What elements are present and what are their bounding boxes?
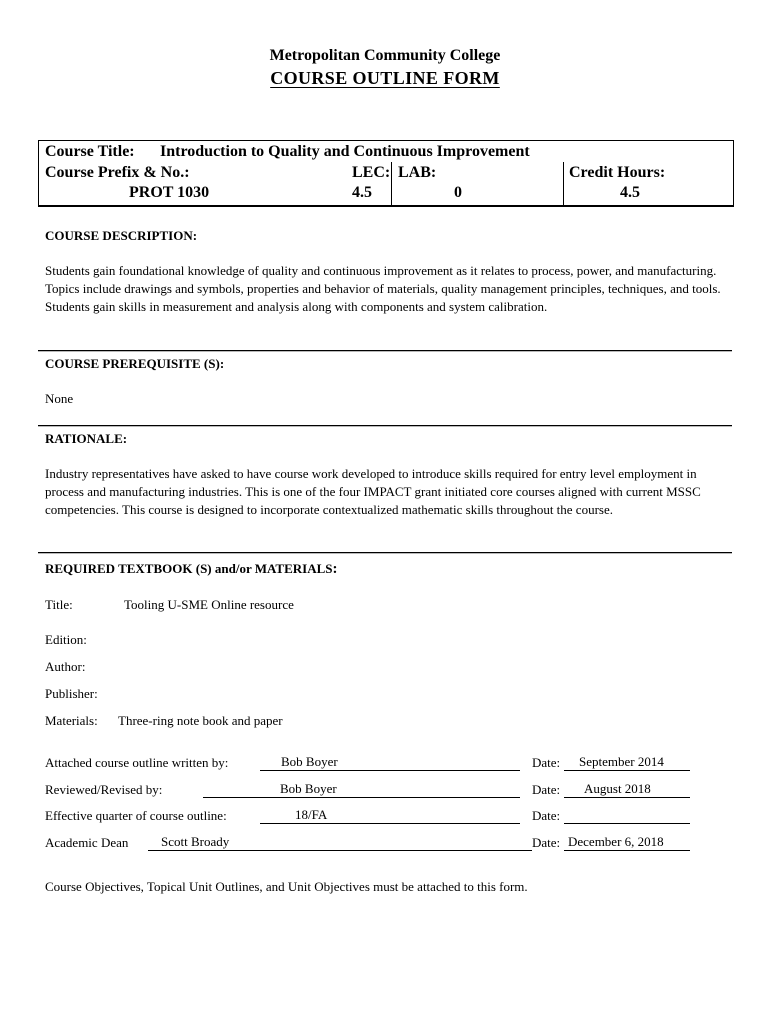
author-label: Author: bbox=[45, 659, 86, 674]
dean-date-label: Date: bbox=[532, 835, 561, 850]
written-by-value: Bob Boyer bbox=[281, 754, 338, 769]
rationale-heading: RATIONALE: bbox=[45, 431, 128, 446]
academic-dean-label: Academic Dean bbox=[45, 835, 129, 850]
reviewed-by-value: Bob Boyer bbox=[280, 781, 337, 796]
lec-label: LEC: bbox=[352, 164, 391, 181]
reviewed-date-label: Date: bbox=[532, 782, 561, 797]
materials-heading-colon: : bbox=[332, 561, 338, 577]
materials-heading-text: REQUIRED TEXTBOOK (S) and/or MATERIALS bbox=[45, 561, 333, 576]
written-by-label: Attached course outline written by: bbox=[45, 755, 229, 770]
written-date-value: September 2014 bbox=[579, 754, 664, 769]
rationale-text: Industry representatives have asked to have course work developed to introduce skills required for entry level employment in process and manufacturing industries. This is one of the four IMPACT grant initiated core courses aligned with current MSSC competencies. This course is designed to incorporate contextualized mathematic skills throughout the course. bbox=[45, 466, 701, 517]
written-date-label: Date: bbox=[532, 755, 561, 770]
written-date-field bbox=[564, 754, 690, 771]
credit-hours-value: 4.5 bbox=[620, 184, 640, 201]
credit-divider bbox=[563, 162, 564, 205]
effective-quarter-label: Effective quarter of course outline: bbox=[45, 808, 227, 823]
effective-date-field bbox=[564, 807, 690, 824]
form-title bbox=[0, 68, 770, 89]
credit-hours-label: Credit Hours: bbox=[569, 164, 666, 181]
course-prefix-label: Course Prefix & No.: bbox=[45, 164, 190, 181]
dean-date-value: December 6, 2018 bbox=[568, 834, 664, 849]
effective-date-label: Date: bbox=[532, 808, 561, 823]
edition-label: Edition: bbox=[45, 632, 87, 647]
textbook-title-label: Title: bbox=[45, 597, 73, 612]
section-divider bbox=[38, 350, 732, 352]
section-divider bbox=[38, 552, 732, 554]
effective-quarter-value: 18/FA bbox=[295, 807, 328, 822]
course-description-text: Students gain foundational knowledge of quality and continuous improvement as it relates to process, power, and manufacturing. Topics include drawings and symbols, properties and behavior of materials, quality management principles, techniques, and tools. Students gain skills in measurement and analysis along with components and system calibration. bbox=[45, 263, 721, 314]
academic-dean-value: Scott Broady bbox=[161, 834, 230, 849]
course-title-value: Introduction to Quality and Continuous Improvement bbox=[160, 143, 530, 160]
prerequisite-heading: COURSE PREREQUISITE (S): bbox=[45, 356, 225, 371]
written-by-field bbox=[260, 754, 520, 771]
materials-label: Materials: bbox=[45, 713, 98, 728]
form-title-text: COURSE OUTLINE FORM bbox=[270, 68, 500, 88]
textbook-title-value: Tooling U-SME Online resource bbox=[124, 597, 294, 612]
lab-value: 0 bbox=[454, 184, 462, 201]
lec-value: 4.5 bbox=[352, 184, 372, 201]
effective-quarter-field bbox=[260, 807, 520, 824]
lab-label: LAB: bbox=[398, 164, 437, 181]
academic-dean-field bbox=[148, 834, 532, 851]
dean-date-field bbox=[564, 834, 690, 851]
prerequisite-text: None bbox=[45, 391, 74, 406]
reviewed-date-value: August 2018 bbox=[584, 781, 651, 796]
course-title-label: Course Title: bbox=[45, 143, 135, 160]
college-name: Metropolitan Community College bbox=[269, 47, 501, 64]
lec-divider bbox=[391, 162, 392, 205]
attachment-note: Course Objectives, Topical Unit Outlines, and Unit Objectives must be attached to this form. bbox=[45, 879, 528, 894]
reviewed-by-label: Reviewed/Revised by: bbox=[45, 782, 163, 797]
course-prefix-value: PROT 1030 bbox=[129, 184, 210, 201]
publisher-label: Publisher: bbox=[45, 686, 98, 701]
materials-value: Three-ring note book and paper bbox=[118, 713, 283, 728]
course-description-heading: COURSE DESCRIPTION: bbox=[45, 228, 198, 243]
section-divider bbox=[38, 425, 732, 427]
materials-heading bbox=[45, 561, 338, 578]
reviewed-date-field bbox=[564, 781, 690, 798]
reviewed-by-field bbox=[203, 781, 520, 798]
course-info-box bbox=[38, 140, 734, 206]
